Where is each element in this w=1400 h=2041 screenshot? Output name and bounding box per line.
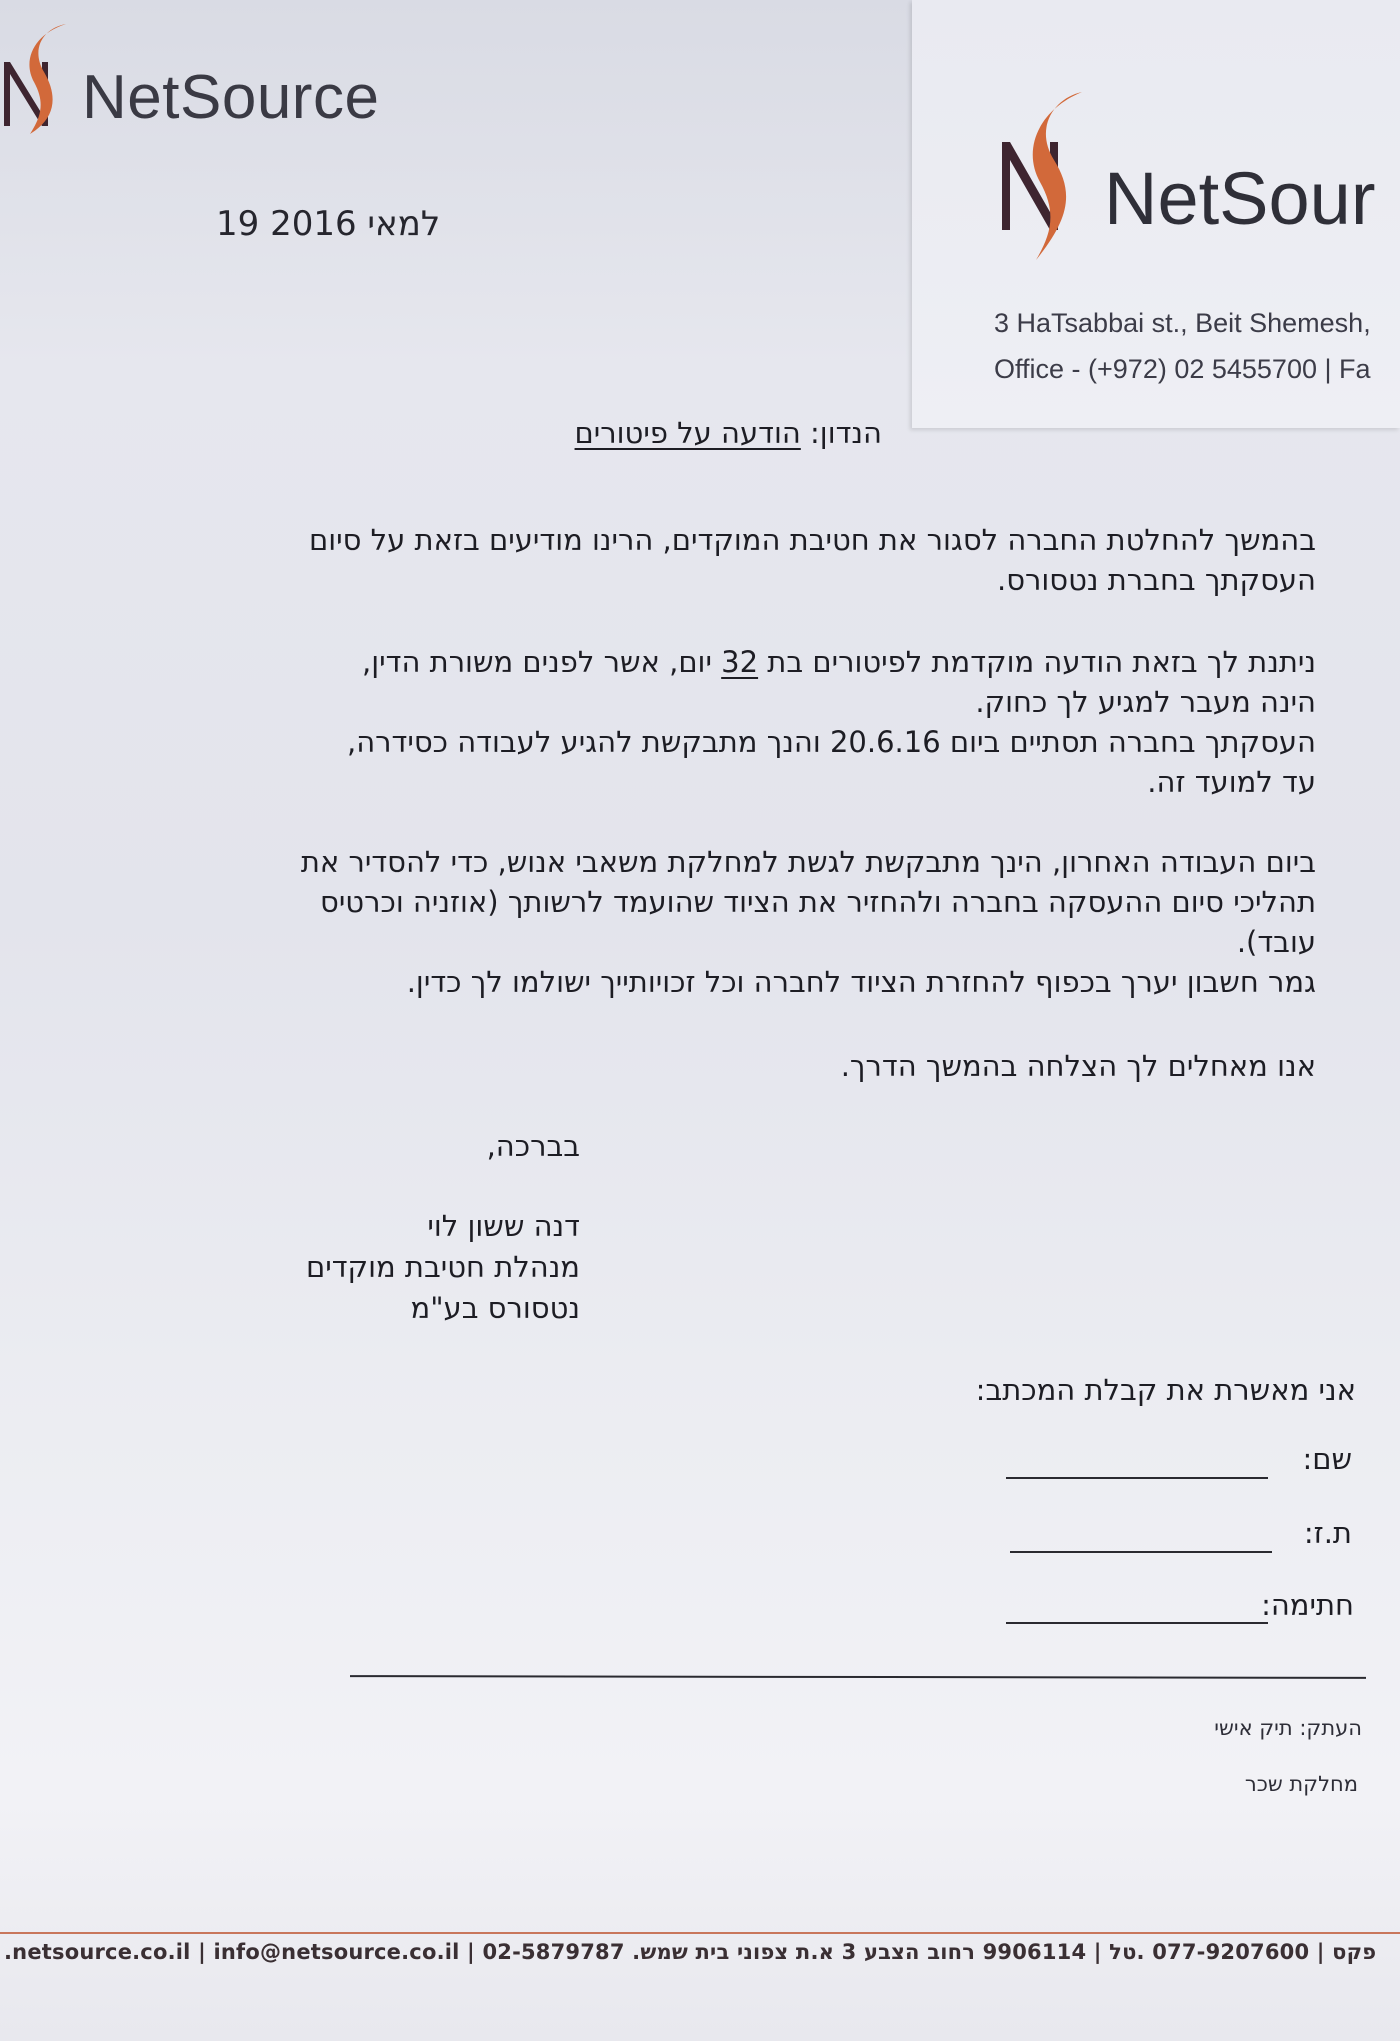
copy-to-personal-file: העתק: תיק אישי	[1214, 1716, 1362, 1740]
text-line: תהליכי סיום ההעסקה בחברה ולהחזיר את הציוד שהועמד לרשותך (אוזניה וכרטיס	[320, 885, 1316, 919]
signature-greeting: בברכה,	[486, 1129, 580, 1163]
text-line: העסקתך בחברה תסתיים ביום 20.6.16 והנך מתבקשת להגיע לעבודה כסידרה,	[347, 725, 1316, 759]
footer-contact: .netsource.co.il | info@netsource.co.il | 02-5879787 .פקס | 077-9207600 .טל | 9906114 רחוב הצבע 3 א.ת צפוני בית שמש	[4, 1940, 1377, 1964]
letter-subject	[575, 416, 882, 450]
text-line: הינה מעבר למגיע לך כחוק.	[975, 685, 1316, 719]
text-line: ביום העבודה האחרון, הינך מתבקשת לגשת למחלקת משאבי אנוש, כדי להסדיר את	[300, 845, 1316, 879]
copy-to-payroll: מחלקת שכר	[1244, 1772, 1358, 1796]
text-line: גמר חשבון יערך בכפוף להחזרת הציוד לחברה וכל זכויותייך ישולמו לך כדין.	[406, 965, 1316, 999]
name-label: שם:	[1302, 1442, 1352, 1476]
signature-label: חתימה:	[1261, 1588, 1354, 1622]
confirmation-title: אני מאשרת את קבלת המכתב:	[975, 1373, 1356, 1407]
subject-label: הנדון:	[810, 416, 882, 450]
subject-title: הודעה על פיטורים	[574, 416, 801, 450]
name-signature-line[interactable]	[1006, 1477, 1268, 1479]
divider-line	[350, 1675, 1366, 1679]
id-label: ת.ז:	[1303, 1516, 1352, 1550]
signature-line[interactable]	[1006, 1622, 1268, 1624]
netsource-logo-icon	[0, 18, 80, 148]
text-line: בהמשך להחלטת החברה לסגור את חטיבת המוקדים, הרינו מודיעים בזאת על סיום	[309, 523, 1316, 557]
text-segment: יום, אשר לפנים משורת הדין,	[362, 645, 712, 679]
signature-block	[306, 1206, 580, 1329]
text-line: העסקתך בחברת נטסורס.	[996, 563, 1316, 597]
netsource-logo-icon	[996, 88, 1096, 268]
text-line: עד למועד זה.	[1147, 765, 1316, 799]
text-line	[347, 642, 1316, 682]
brand-name: NetSource	[82, 63, 380, 132]
company-address: 3 HaTsabbai st., Beit Shemesh,	[994, 308, 1371, 338]
signer-name: דנה ששון לוי	[427, 1209, 580, 1243]
id-signature-line[interactable]	[1010, 1551, 1272, 1553]
text-segment: ניתנת לך בזאת הודעה מוקדמת לפיטורים בת	[767, 645, 1316, 679]
company-office-phone: Office - (+972) 02 5455700 | Fa	[994, 354, 1371, 384]
paragraph-1	[309, 520, 1316, 600]
paragraph-3	[301, 842, 1316, 1002]
netsource-logo-left	[0, 18, 400, 148]
letterhead-sheet	[912, 0, 1400, 428]
signer-company: נטסורס בע"מ	[410, 1291, 580, 1325]
paragraph-2	[347, 642, 1316, 802]
notice-days: 32	[721, 645, 759, 679]
brand-name: NetSour	[1104, 157, 1376, 240]
closing-wish: אנו מאחלים לך הצלחה בהמשך הדרך.	[840, 1049, 1316, 1083]
text-line: עובד).	[1236, 925, 1316, 959]
letter-date: 19 למאי 2016	[216, 204, 441, 244]
signer-role: מנהלת חטיבת מוקדים	[305, 1250, 580, 1284]
